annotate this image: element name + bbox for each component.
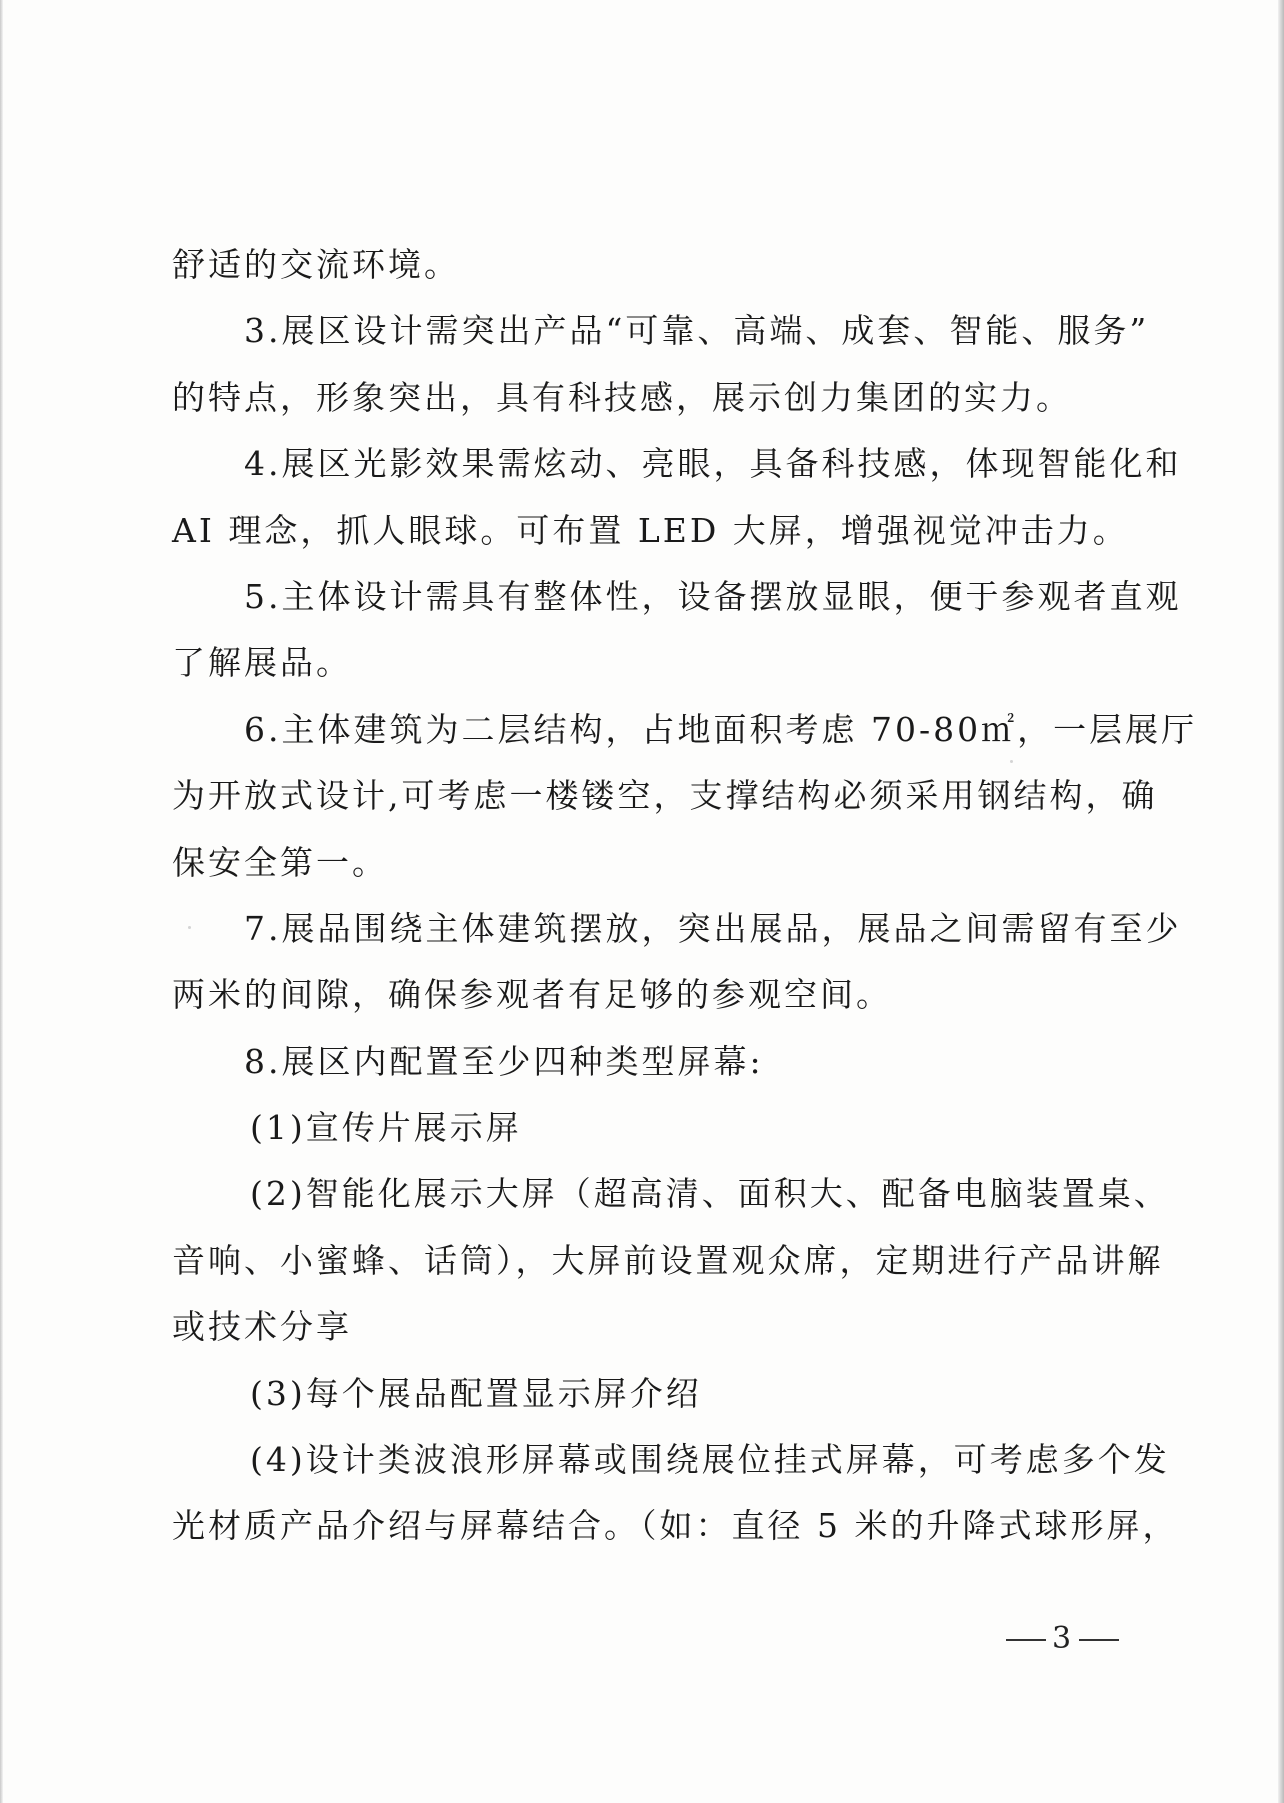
text-line: 8.展区内配置至少四种类型屏幕:: [244, 1041, 764, 1081]
text-line: 两米的间隙，确保参观者有足够的参观空间。: [172, 975, 892, 1015]
page-number-dash-right: [1079, 1639, 1119, 1641]
text-line: 3.展区设计需突出产品“可靠、高端、成套、智能、服务”: [244, 311, 1150, 351]
text-line: 5.主体设计需具有整体性，设备摆放显眼，便于参观者直观: [244, 576, 1182, 616]
text-line: 为开放式设计,可考虑一楼镂空，支撑结构必须采用钢结构，确: [172, 776, 1158, 816]
scan-edge-left: [0, 0, 3, 1803]
text-line: 6.主体建筑为二层结构，占地面积考虑 70-80㎡，一层展厅: [244, 709, 1198, 749]
text-line: (2)智能化展示大屏（超高清、面积大、配备电脑装置桌、: [250, 1174, 1170, 1214]
document-body: [172, 232, 1198, 1560]
text-line: 了解展品。: [172, 643, 352, 683]
text-line: 舒适的交流环境。: [172, 245, 460, 284]
text-line: 光材质产品介绍与屏幕结合。（如：直径 5 米的升降式球形屏，: [172, 1506, 1179, 1546]
text-line: 或技术分享: [172, 1307, 352, 1347]
text-line: 保安全第一。: [172, 842, 388, 882]
text-line: (4)设计类波浪形屏幕或围绕展位挂式屏幕，可考虑多个发: [250, 1440, 1170, 1480]
page-number: [1000, 1621, 1125, 1656]
text-line: 的特点，形象突出，具有科技感，展示创力集团的实力。: [172, 377, 1072, 417]
page-number-dash-left: [1006, 1639, 1046, 1641]
page-number-value: 3: [1052, 1621, 1074, 1656]
text-line: 7.展品围绕主体建筑摆放，突出展品，展品之间需留有至少: [244, 908, 1182, 948]
text-line: 音响、小蜜蜂、话筒），大屏前设置观众席，定期进行产品讲解: [172, 1240, 1164, 1280]
text-line: (3)每个展品配置显示屏介绍: [250, 1373, 702, 1413]
text-line: 4.展区光影效果需炫动、亮眼，具备科技感，体现智能化和: [244, 444, 1182, 484]
scan-edge-right: [1278, 0, 1284, 1803]
text-line: AI 理念，抓人眼球。可布置 LED 大屏，增强视觉冲击力。: [172, 510, 1129, 550]
text-line: (1)宣传片展示屏: [250, 1108, 522, 1148]
